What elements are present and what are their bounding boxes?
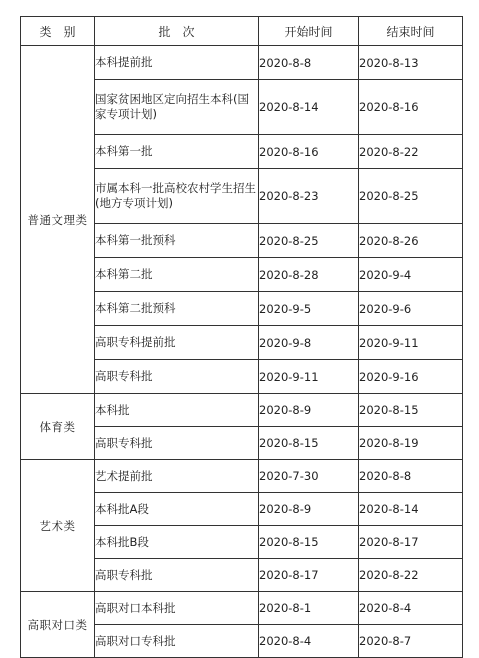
- table-row: [21, 460, 463, 493]
- start-date-cell: 2020-8-8: [259, 46, 359, 80]
- end-date-cell: 2020-9-6: [359, 292, 463, 326]
- table-row: [21, 592, 463, 625]
- start-date-cell: 2020-8-15: [259, 427, 359, 460]
- start-date-cell: 2020-8-14: [259, 80, 359, 135]
- batch-cell: 本科第一批: [95, 135, 259, 169]
- end-date-cell: 2020-8-19: [359, 427, 463, 460]
- batch-cell: 本科批B段: [95, 526, 259, 559]
- start-date-cell: 2020-7-30: [259, 460, 359, 493]
- header-start-time: 开始时间: [259, 17, 359, 46]
- batch-cell: 本科第一批预科: [95, 224, 259, 258]
- start-date-cell: 2020-8-9: [259, 394, 359, 427]
- batch-cell: 市属本科一批高校农村学生招生(地方专项计划): [95, 169, 259, 224]
- start-date-cell: 2020-8-1: [259, 592, 359, 625]
- category-cell: 普通文理类: [21, 46, 95, 394]
- end-date-cell: 2020-8-4: [359, 592, 463, 625]
- batch-cell: 本科第二批预科: [95, 292, 259, 326]
- end-date-cell: 2020-9-4: [359, 258, 463, 292]
- start-date-cell: 2020-8-23: [259, 169, 359, 224]
- batch-cell: 本科第二批: [95, 258, 259, 292]
- end-date-cell: 2020-8-22: [359, 559, 463, 592]
- category-cell: 体育类: [21, 394, 95, 460]
- start-date-cell: 2020-8-25: [259, 224, 359, 258]
- table-body: [21, 46, 463, 658]
- batch-cell: 高职专科批: [95, 559, 259, 592]
- batch-cell: 本科提前批: [95, 46, 259, 80]
- admission-schedule-table: [20, 16, 463, 658]
- start-date-cell: 2020-8-15: [259, 526, 359, 559]
- start-date-cell: 2020-9-11: [259, 360, 359, 394]
- start-date-cell: 2020-8-28: [259, 258, 359, 292]
- end-date-cell: 2020-8-8: [359, 460, 463, 493]
- end-date-cell: 2020-8-17: [359, 526, 463, 559]
- batch-cell: 本科批A段: [95, 493, 259, 526]
- end-date-cell: 2020-8-26: [359, 224, 463, 258]
- start-date-cell: 2020-9-5: [259, 292, 359, 326]
- end-date-cell: 2020-8-25: [359, 169, 463, 224]
- end-date-cell: 2020-8-22: [359, 135, 463, 169]
- header-category: 类 别: [21, 17, 95, 46]
- batch-cell: 艺术提前批: [95, 460, 259, 493]
- end-date-cell: 2020-8-14: [359, 493, 463, 526]
- end-date-cell: 2020-9-16: [359, 360, 463, 394]
- batch-cell: 高职对口本科批: [95, 592, 259, 625]
- end-date-cell: 2020-9-11: [359, 326, 463, 360]
- start-date-cell: 2020-8-4: [259, 625, 359, 658]
- start-date-cell: 2020-8-16: [259, 135, 359, 169]
- end-date-cell: 2020-8-13: [359, 46, 463, 80]
- table-row: [21, 46, 463, 80]
- start-date-cell: 2020-8-17: [259, 559, 359, 592]
- end-date-cell: 2020-8-15: [359, 394, 463, 427]
- start-date-cell: 2020-9-8: [259, 326, 359, 360]
- table-header: [21, 17, 463, 46]
- end-date-cell: 2020-8-7: [359, 625, 463, 658]
- batch-cell: 高职专科提前批: [95, 326, 259, 360]
- batch-cell: 高职专科批: [95, 427, 259, 460]
- category-cell: 艺术类: [21, 460, 95, 592]
- batch-cell: 高职专科批: [95, 360, 259, 394]
- table-row: [21, 394, 463, 427]
- start-date-cell: 2020-8-9: [259, 493, 359, 526]
- category-cell: 高职对口类: [21, 592, 95, 658]
- header-batch: 批 次: [95, 17, 259, 46]
- batch-cell: 本科批: [95, 394, 259, 427]
- header-row: [21, 17, 463, 46]
- end-date-cell: 2020-8-16: [359, 80, 463, 135]
- batch-cell: 高职对口专科批: [95, 625, 259, 658]
- header-end-time: 结束时间: [359, 17, 463, 46]
- batch-cell: 国家贫困地区定向招生本科(国家专项计划): [95, 80, 259, 135]
